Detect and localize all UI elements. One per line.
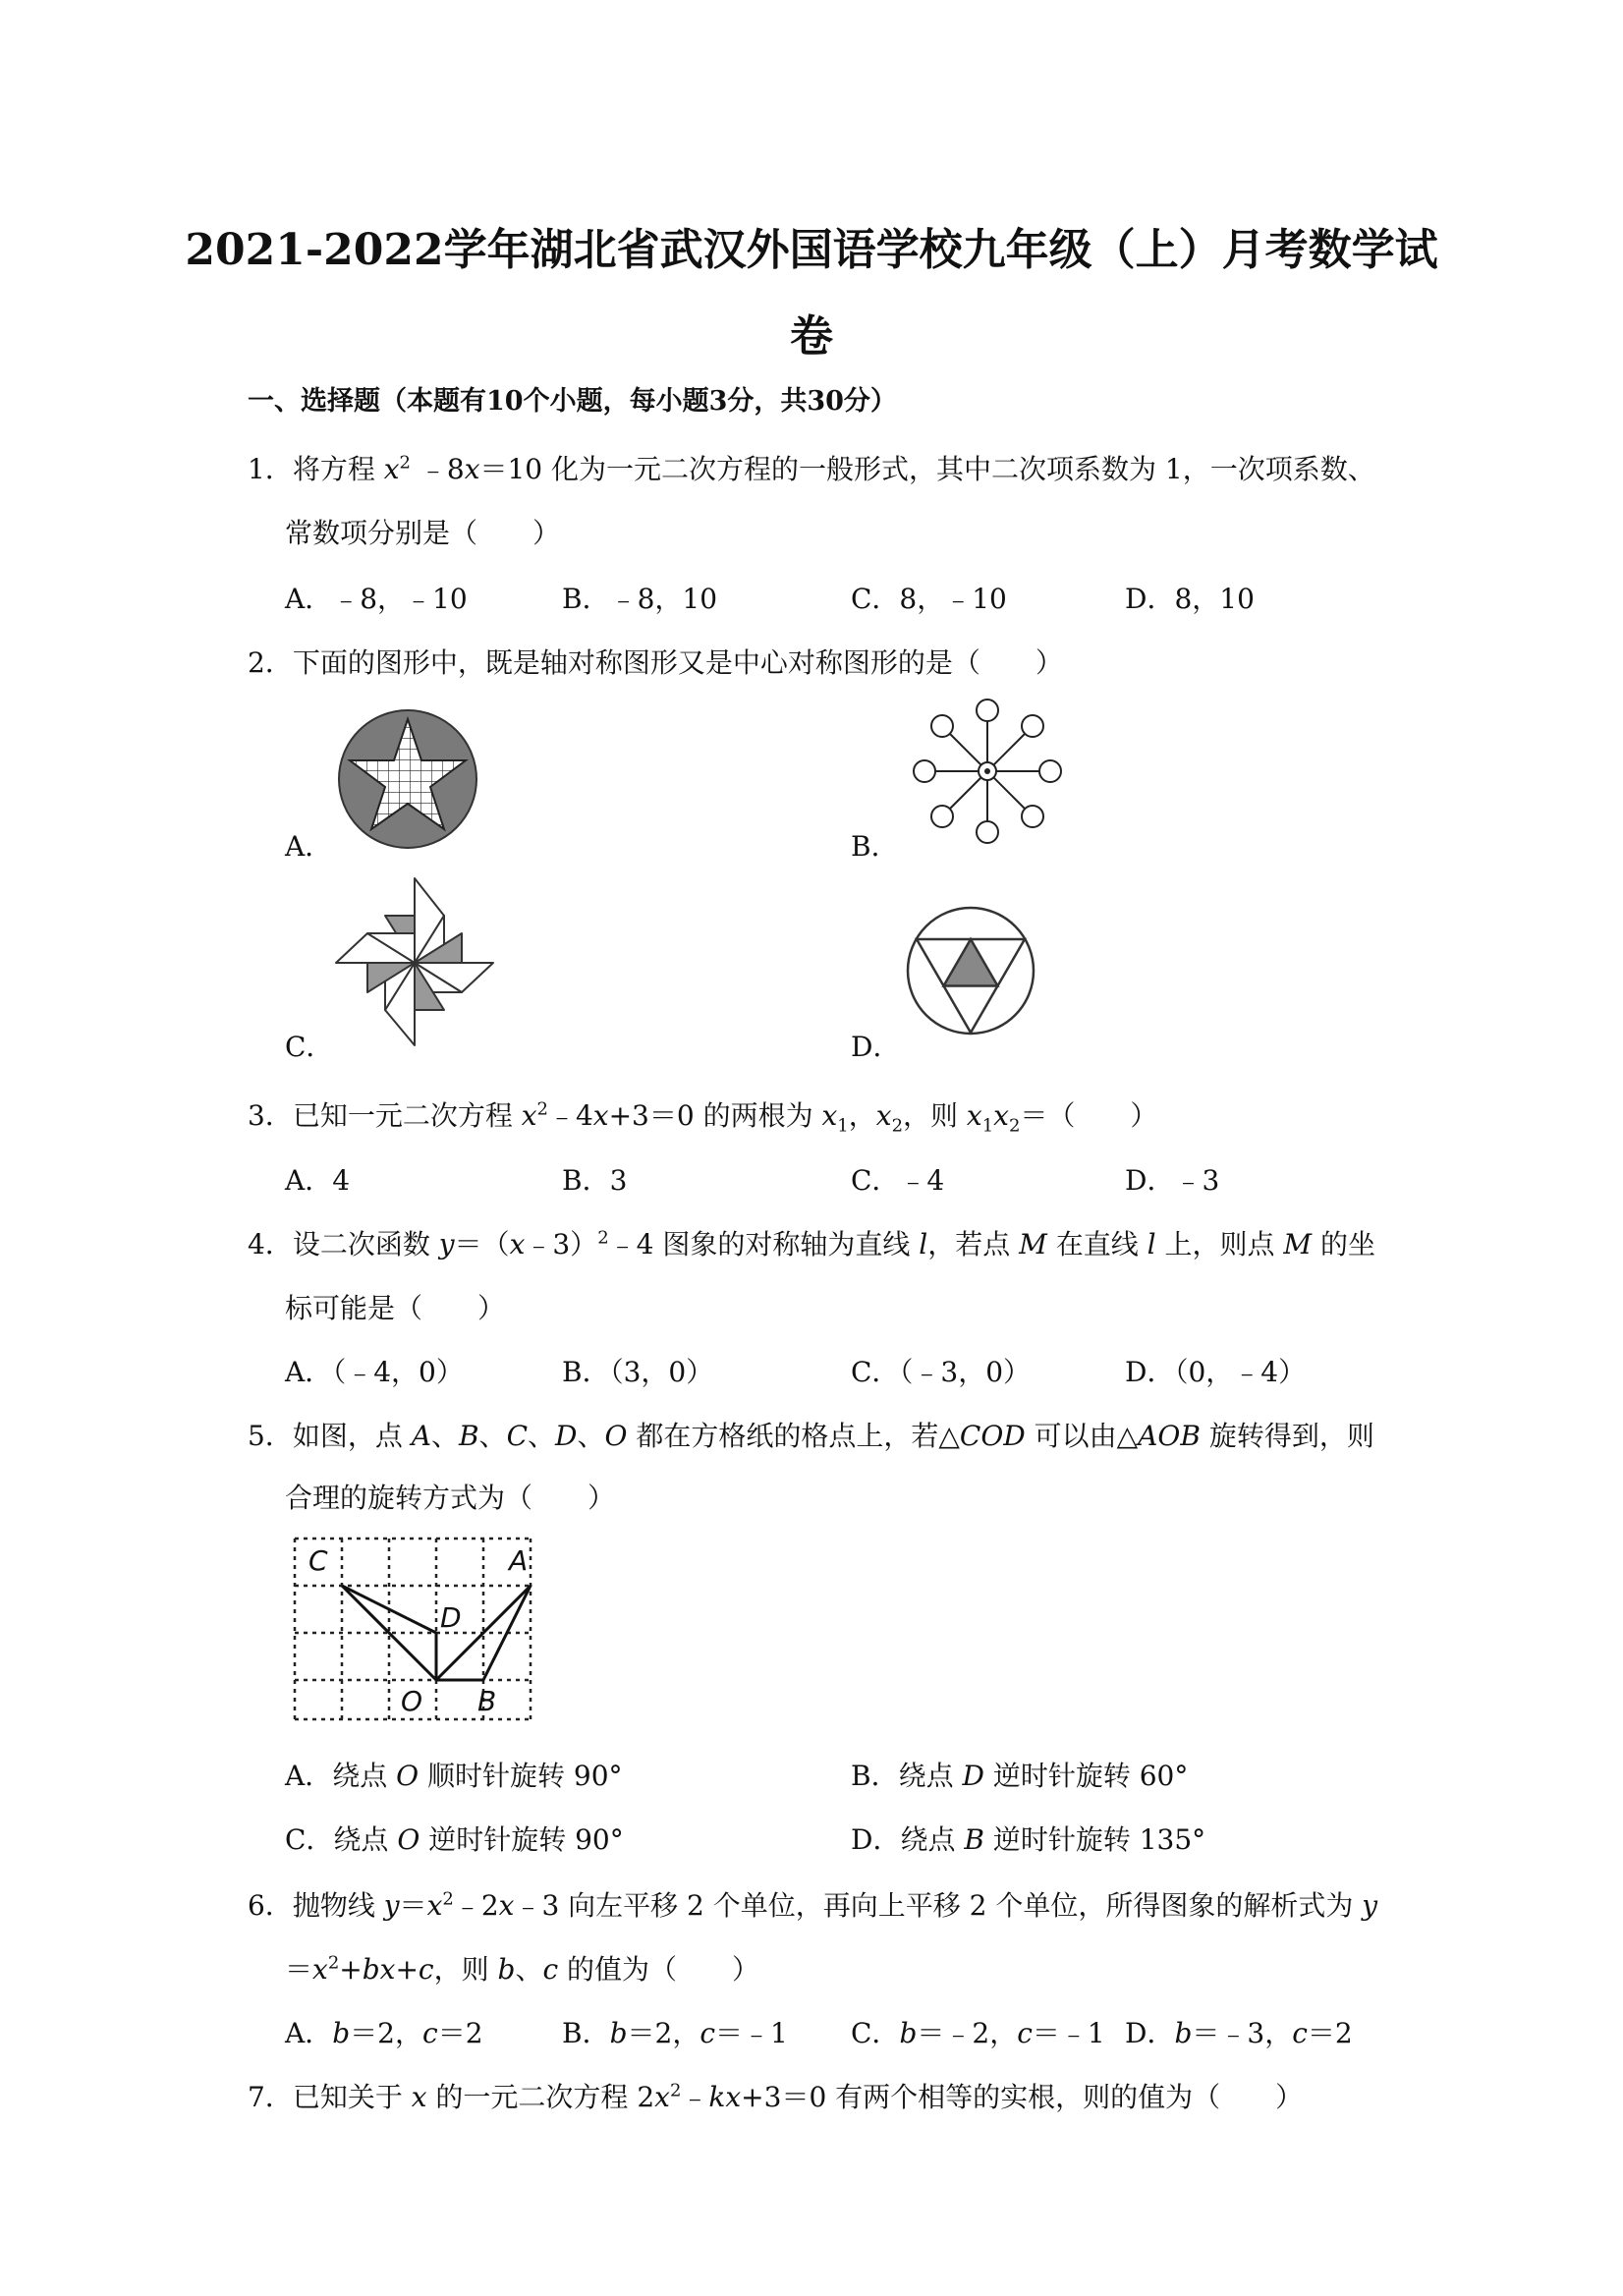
question-3-option-b: B．3 (562, 1164, 628, 1197)
question-4-option-d: D．（0，﹣4） (1125, 1356, 1307, 1388)
triangle-in-circle-figure (902, 902, 1039, 1039)
flower-figure (899, 698, 1076, 845)
question-6-line-2: $=x^2+bx+c$，则 b、c 的值为（ ） (285, 1952, 760, 1986)
question-6-option-d: D．b＝﹣3，c＝2 (1125, 2017, 1353, 2049)
figure-label-b: B (477, 1685, 497, 1717)
figure-label-d: D (440, 1601, 462, 1634)
figure-label-a: A (509, 1544, 529, 1577)
question-4-option-a: A．（﹣4，0） (285, 1356, 464, 1388)
question-4-option-c: C．（﹣3，0） (851, 1356, 1032, 1388)
pinwheel-figure (334, 876, 496, 1048)
section-heading: 一、选择题（本题有10个小题，每小题3分，共30分） (248, 386, 897, 417)
question-1-option-c: C．8，﹣10 (851, 583, 1007, 615)
rotation-grid-figure (285, 1529, 540, 1725)
question-5-line-1: 5．如图，点 A、B、C、D、O 都在方格纸的格点上，若△COD 可以由△AOB 旋转得到，则 (248, 1420, 1374, 1452)
question-6-option-b: B．b＝2，c＝﹣1 (562, 2017, 788, 2049)
question-3-option-c: C．﹣4 (851, 1164, 945, 1197)
question-5-option-d: D．绕点 B 逆时针旋转 135° (851, 1823, 1206, 1856)
figure-label-o: O (401, 1685, 423, 1717)
figure-label-c: C (308, 1544, 328, 1577)
question-2-stem: 2．下面的图形中，既是轴对称图形又是中心对称图形的是（ ） (248, 646, 1063, 679)
question-4-line-2: 标可能是（ ） (285, 1292, 506, 1324)
question-1-line-1: 1．将方程 $x^2$ ﹣8x＝10 化为一元二次方程的一般形式，其中二次项系数为 1，一次项系数、 (248, 452, 1375, 485)
question-3-stem: 3．已知一元二次方程 $x^2﹣4x+3=0$ 的两根为 $x_1$，$x_2$，则 $x_1x_2=$（ ） (248, 1098, 1158, 1137)
question-6-option-a: A．b＝2，c＝2 (285, 2017, 483, 2049)
question-1-option-d: D．8，10 (1125, 583, 1255, 615)
question-6-line-1: 6．抛物线 $y=x^2﹣2x﹣3$ 向左平移 2 个单位，再向上平移 2 个单位，所得图象的解析式为 y (248, 1888, 1378, 1922)
page-title-continued: 卷 (790, 311, 833, 362)
question-2-option-b: B． (851, 830, 899, 863)
question-4-line-1: 4．设二次函数 y＝（x﹣3）$^2$﹣4 图象的对称轴为直线 l，若点 M 在直线 l 上，则点 M 的坐 (248, 1227, 1375, 1260)
question-5-line-2: 合理的旋转方式为（ ） (285, 1482, 616, 1514)
question-1-line-2: 常数项分别是（ ） (285, 517, 561, 549)
question-3-option-d: D．﹣3 (1125, 1164, 1220, 1197)
star-in-circle-figure (334, 705, 481, 853)
question-7-stem: 7．已知关于 x 的一元二次方程 $2x^2﹣kx+3=0$ 有两个相等的实根，则的值为（ ） (248, 2080, 1304, 2113)
question-2-option-d: D． (851, 1031, 901, 1063)
question-1-option-a: A．﹣8，﹣10 (285, 583, 468, 615)
question-5-option-b: B．绕点 D 逆时针旋转 60° (851, 1760, 1189, 1792)
question-4-option-b: B．（3，0） (562, 1356, 714, 1388)
question-3-option-a: A．4 (285, 1164, 351, 1197)
question-2-option-c: C． (285, 1031, 334, 1063)
question-1-option-b: B．﹣8，10 (562, 583, 718, 615)
page-title: 2021-2022学年湖北省武汉外国语学校九年级（上）月考数学试 (185, 225, 1438, 275)
question-2-option-a: A． (285, 830, 333, 863)
question-5-option-a: A．绕点 O 顺时针旋转 90° (285, 1760, 623, 1792)
question-5-option-c: C．绕点 O 逆时针旋转 90° (285, 1823, 624, 1856)
question-6-option-c: C．b＝﹣2，c＝﹣1 (851, 2017, 1105, 2049)
